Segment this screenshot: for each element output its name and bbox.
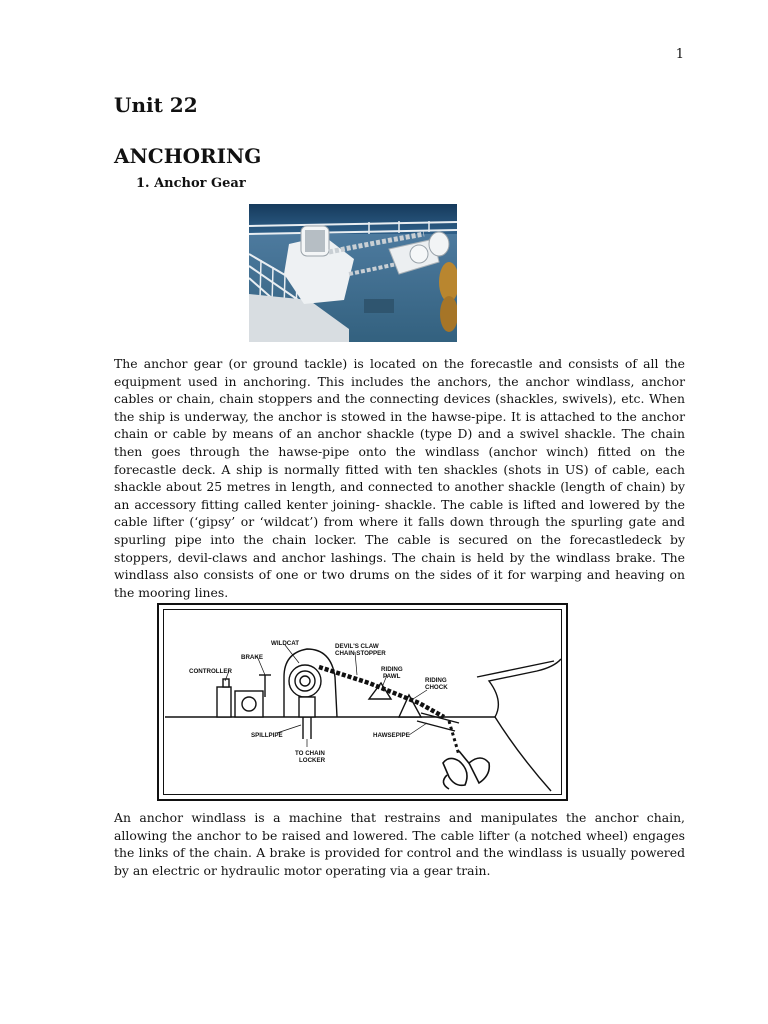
label-to-chain: TO CHAIN — [295, 750, 325, 757]
label-devils-claw: DEVIL'S CLAW — [335, 643, 379, 650]
label-locker: LOCKER — [299, 757, 326, 764]
label-brake: BRAKE — [241, 654, 264, 661]
label-riding-pawl-2: PAWL — [383, 673, 401, 680]
label-hawsepipe: HAWSEPIPE — [373, 732, 410, 739]
page-number: 1 — [675, 47, 684, 62]
label-controller: CONTROLLER — [189, 668, 232, 675]
anchor-gear-photo — [249, 204, 457, 342]
label-riding-pawl-1: RIDING — [381, 666, 403, 673]
label-riding-chock-1: RIDING — [425, 677, 447, 684]
unit-title: Unit 22 — [114, 93, 198, 117]
body-paragraph-2: An anchor windlass is a machine that restrains and manipulates the anchor chain, allowing the anchor to be raised and lowered. The cable lifter (a notched wheel) engages the links of the chain. A brake is provided for control and the windlass is usually powered by an electric or hydraulic motor operating via a gear train. — [114, 810, 685, 878]
body-paragraph-1: The anchor gear (or ground tackle) is located on the forecastle and consists of all the equipment used in anchoring. This includes the anchors, the anchor windlass, anchor cables or chain, chain stoppers and the connecting devices (shackles, swivels), etc. When the ship is underway, the anchor is stowed in the hawse-pipe. It is attached to the anchor chain or cable by means of an anchor shackle (type D) and a swivel shackle. The chain then goes through the hawse-pipe onto the windlass (anchor winch) fitted on the forecastle deck. A ship is normally fitted with ten shackles (shots in US) of cable, each shackle about 25 metres in length, and connected to another shackle (length of chain) by an accessory fitting called kenter joining- shackle. The cable is lifted and lowered by the cable lifter (‘gipsy’ or ‘wildcat’) from where it falls down through the spurling gate and spurling pipe into the chain locker. The cable is secured on the forecastledeck by stoppers, devil-claws and anchor lashings. The chain is held by the windlass brake. The windlass also consists of one or two drums on the sides of it for warping and heaving on the mooring lines. — [114, 356, 685, 600]
section-heading: 1. Anchor Gear — [136, 176, 246, 191]
label-chain-stopper: CHAIN STOPPER — [335, 650, 386, 657]
label-riding-chock-2: CHOCK — [425, 684, 448, 691]
windlass-diagram — [157, 603, 568, 801]
label-spillpipe: SPILLPIPE — [251, 732, 283, 739]
chapter-title: ANCHORING — [114, 144, 262, 168]
label-wildcat: WILDCAT — [271, 640, 300, 647]
